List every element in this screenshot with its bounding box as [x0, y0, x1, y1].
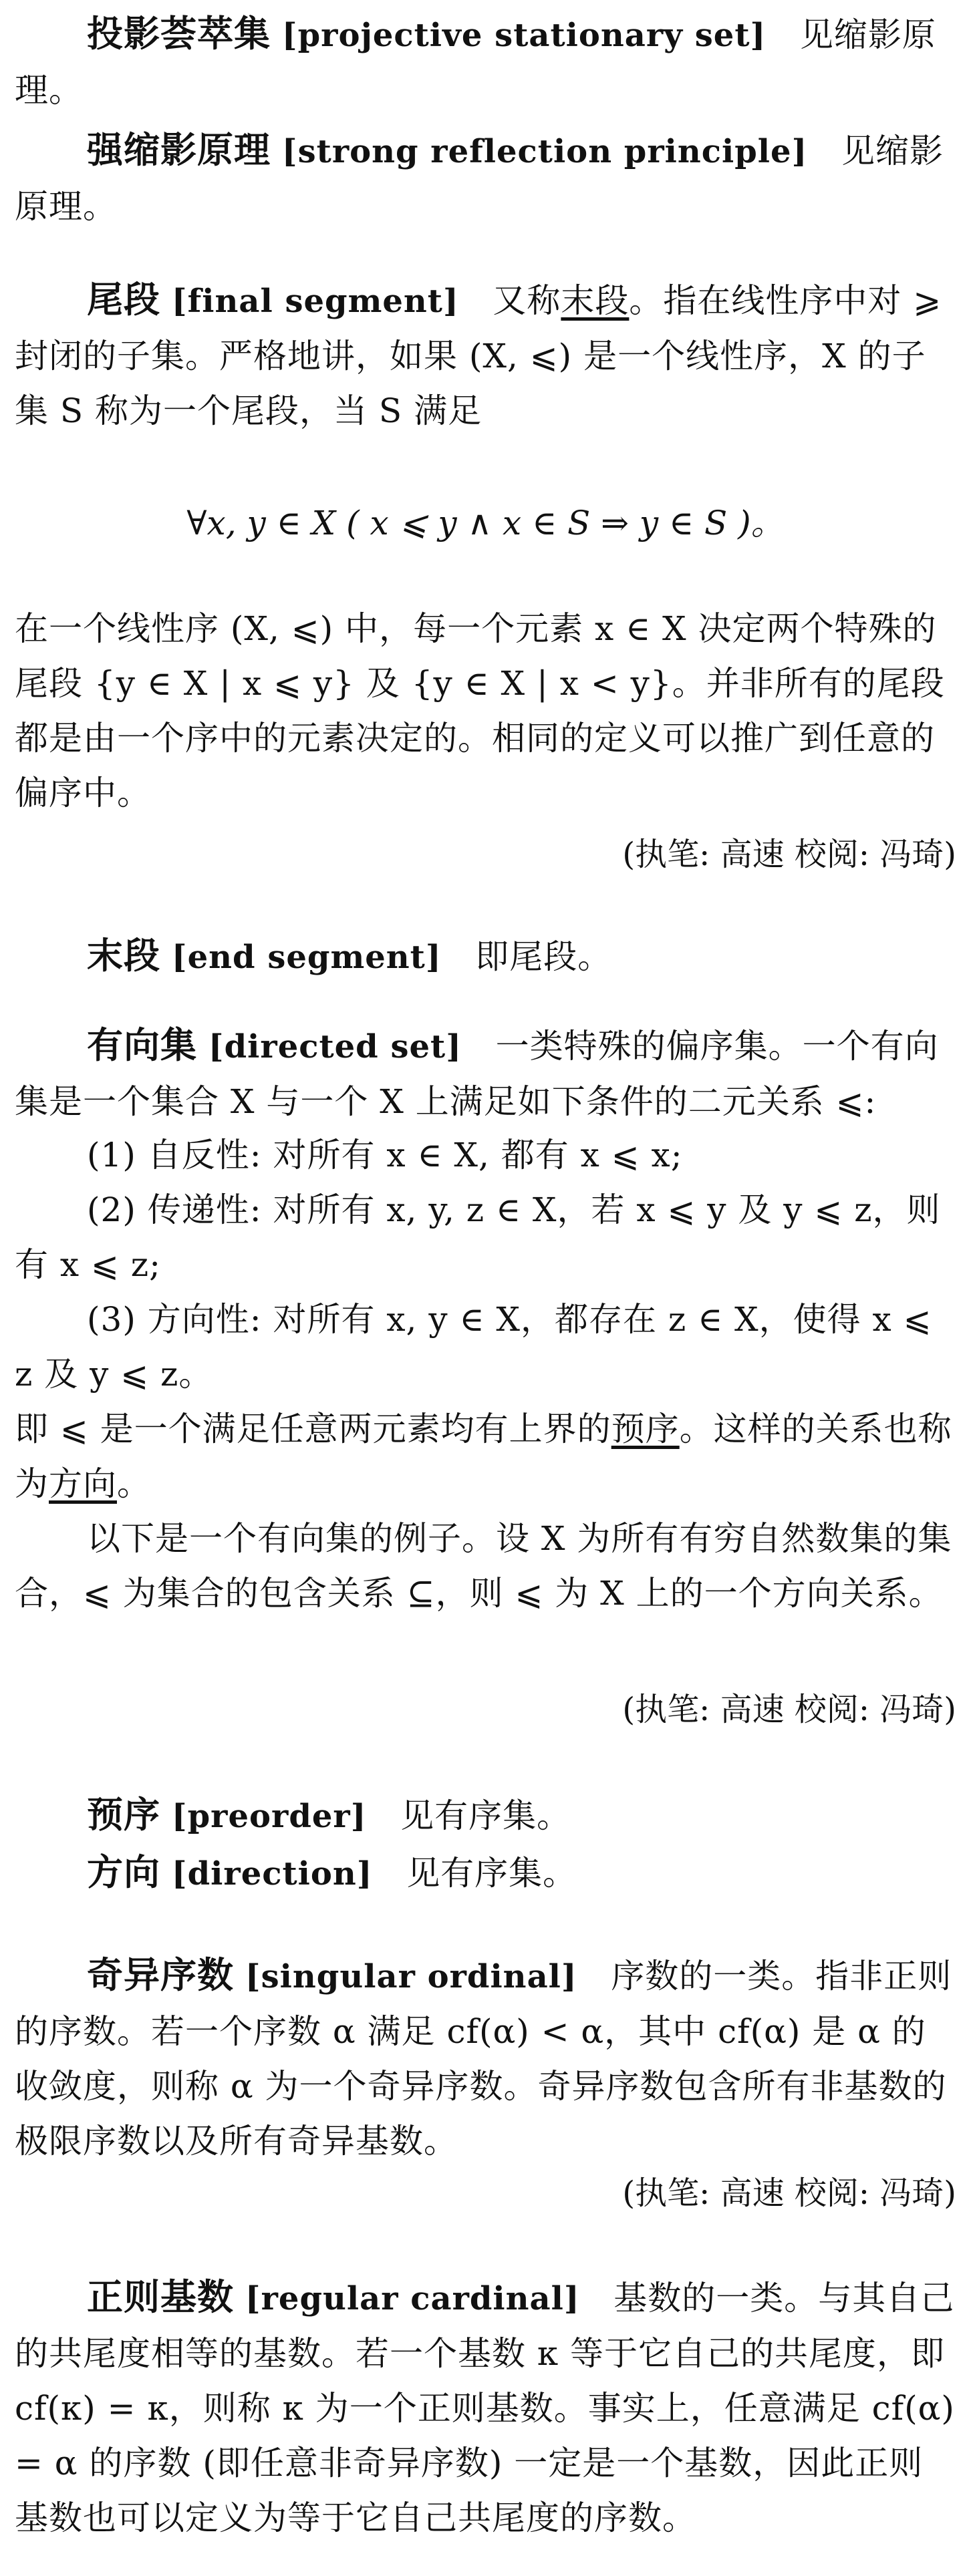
entry-body: 一类特殊的偏序集。一个有向集是一个集合 X 与一个 X 上满足如下条件的二元关系 ⩽: [15, 1027, 939, 1121]
link-preorder[interactable]: 预序 [611, 1410, 680, 1448]
cross-reference-link[interactable]: 末段 [561, 281, 630, 320]
entry-body: 见缩影原理。 [15, 15, 936, 110]
entry-term: 投影荟萃集 [87, 13, 271, 55]
entry-term: 方向 [87, 1851, 160, 1893]
credit-line: (执笔: 高速 校阅: 冯琦) [622, 2175, 956, 2212]
entry-english: [direction] [171, 1855, 373, 1893]
entry-english: [projective stationary set] [281, 17, 767, 54]
entry-english: [regular cardinal] [245, 2280, 580, 2317]
entry-direction [15, 1845, 956, 1901]
entry-term: 强缩影原理 [87, 129, 271, 171]
entry-body: 。指在线性序中对 ⩾ 封闭的子集。严格地讲，如果 (X, ⩽) 是一个线性序，X 的子集 S 称为一个尾段，当 S 满足 [15, 281, 942, 430]
list-item-transitive: (2) 传递性: 对所有 x, y, z ∈ X，若 x ⩽ y 及 y ⩽ z，则有 x ⩽ z; [15, 1190, 941, 1284]
entry-preorder [15, 1788, 956, 1844]
entry-regular-cardinal [15, 2270, 956, 2545]
list-item-reflexive: (1) 自反性: 对所有 x ∈ X, 都有 x ⩽ x; [87, 1136, 683, 1174]
entry-strong-reflection-principle [15, 123, 956, 234]
entry-body-paragraph [15, 1402, 956, 1511]
entry-body: 即尾段。 [475, 937, 612, 976]
entry-body: 见有序集。 [406, 1854, 577, 1893]
entry-term: 预序 [87, 1794, 160, 1836]
entry-body: 序数的一类。指非正则的序数。若一个序数 α 满足 cf(α) < α，其中 cf(α) 是 α 的收敛度，则称 α 为一个奇异序数。奇异序数包含所有非基数的极限序数以及所有奇异基数。 [15, 1957, 952, 2160]
entry-projective-stationary-set [15, 7, 956, 118]
credit-line: (执笔: 高速 校阅: 冯琦) [622, 1691, 956, 1728]
link-direction[interactable]: 方向 [49, 1464, 117, 1503]
entry-body: 。这样的关系也称为 [15, 1410, 952, 1503]
entry-term: 正则基数 [87, 2276, 234, 2318]
entry-end-segment [15, 929, 956, 985]
entry-english: [preorder] [171, 1798, 367, 1835]
entry-english: [final segment] [171, 283, 459, 320]
entry-term: 有向集 [87, 1024, 197, 1066]
entry-directed-set [15, 1018, 956, 1129]
entry-english: [directed set] [208, 1028, 462, 1066]
entry-body: 基数的一类。与其自己的共尾度相等的基数。若一个基数 κ 等于它自己的共尾度，即 cf(κ) = κ，则称 κ 为一个正则基数。事实上，任意满足 cf(α) = α 的序数 (即任意非奇异序数) 一定是一个基数，因此正则基数也可以定义为等于它自己共尾度的序数。 [15, 2279, 955, 2537]
entry-body-paragraph: 在一个线性序 (X, ⩽) 中，每一个元素 x ∈ X 决定两个特殊的尾段 {y ∈ X | x ⩽ y} 及 {y ∈ X | x < y}。并非所有的尾段都是由一个序中的元素决定的。相同的定义可以推广到任意的偏序中。 [15, 609, 945, 812]
entry-term: 奇异序数 [87, 1954, 234, 1996]
list-item-directedness: (3) 方向性: 对所有 x, y ∈ X，都存在 z ∈ X，使得 x ⩽ z 及 y ⩽ z。 [15, 1300, 932, 1394]
entry-english: [strong reflection principle] [281, 133, 808, 170]
credit-line: (执笔: 高速 校阅: 冯琦) [622, 836, 956, 873]
entry-body: 又称 [493, 281, 561, 320]
entry-body: 见缩影原理。 [15, 132, 944, 226]
entry-english: [end segment] [171, 939, 442, 976]
entry-singular-ordinal [15, 1948, 956, 2168]
entry-body: 见有序集。 [400, 1796, 571, 1835]
formula-final-segment: ∀x, y ∈ X ( x ⩽ y ∧ x ∈ S ⇒ y ∈ S )。 [186, 504, 785, 542]
entry-term: 尾段 [87, 279, 160, 321]
entry-term: 末段 [87, 935, 160, 977]
entry-example-paragraph: 以下是一个有向集的例子。设 X 为所有有穷自然数集的集合，⩽ 为集合的包含关系 ⊆，则 ⩽ 为 X 上的一个方向关系。 [15, 1519, 952, 1613]
entry-body: 即 ⩽ 是一个满足任意两元素均有上界的 [15, 1410, 611, 1448]
entry-english: [singular ordinal] [245, 1958, 577, 1995]
entry-body: 。 [117, 1464, 151, 1503]
entry-final-segment [15, 273, 956, 438]
